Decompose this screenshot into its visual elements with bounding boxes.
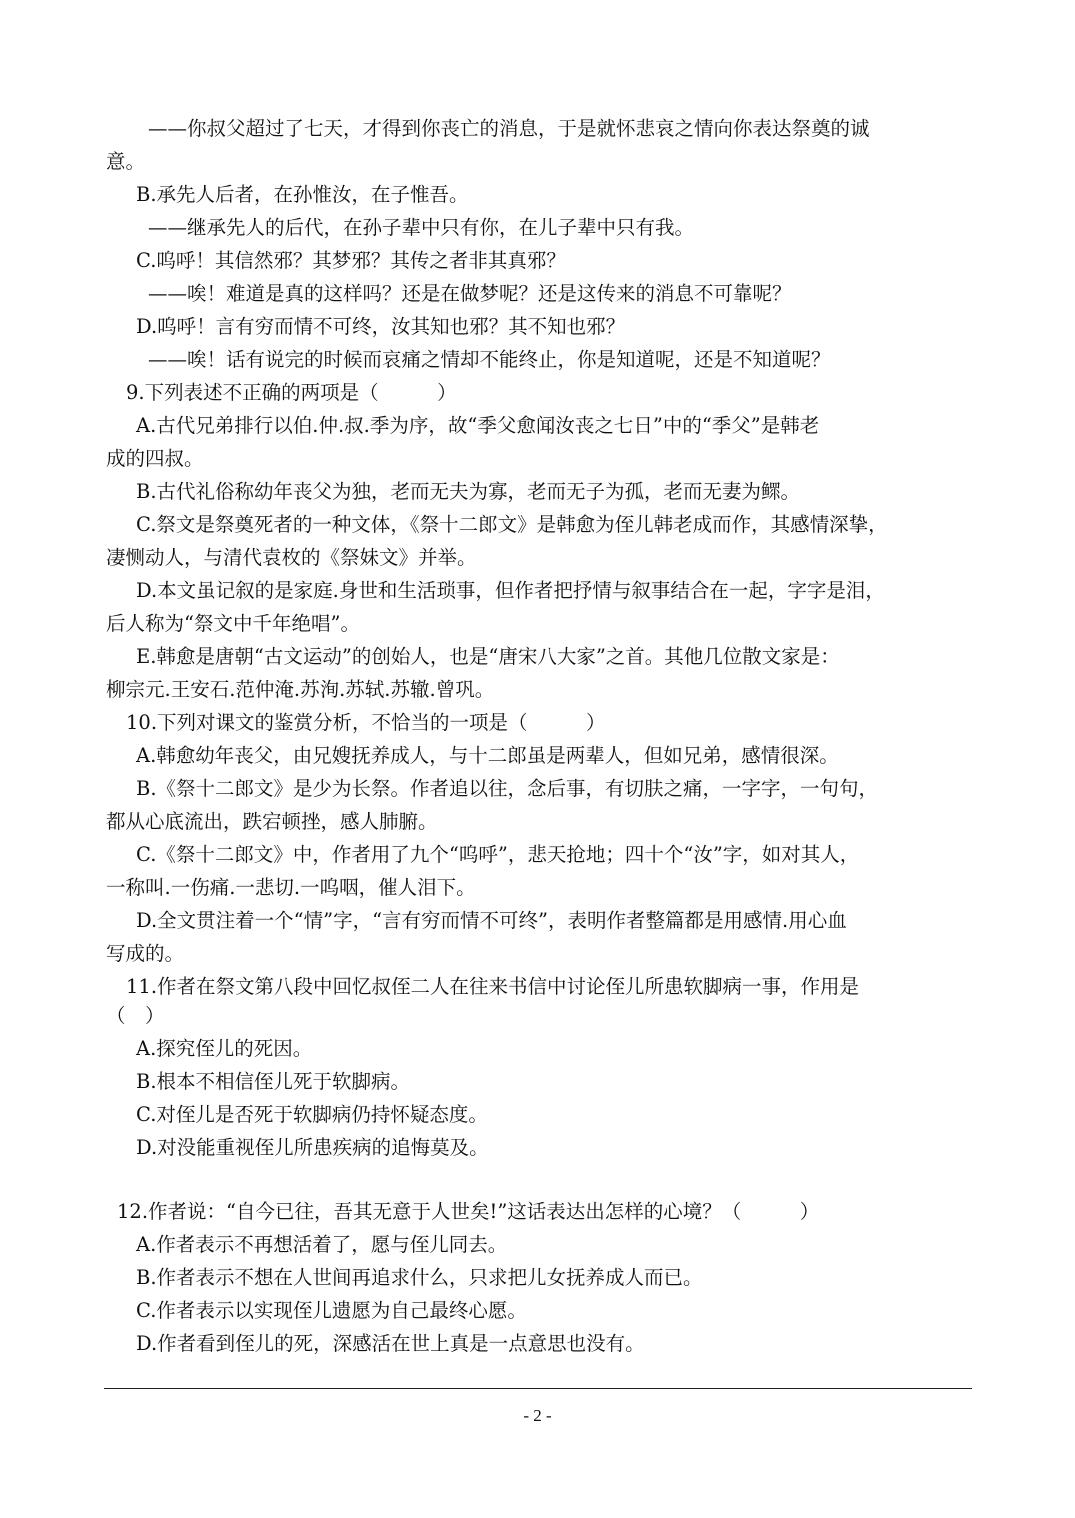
text-line: D.作者看到侄儿的死，深感活在世上真是一点意思也没有。 bbox=[136, 1332, 645, 1355]
text-line: 一称叫.一伤痛.一悲切.一呜咽，催人泪下。 bbox=[106, 876, 476, 899]
text-line: B.根本不相信侄儿死于软脚病。 bbox=[136, 1070, 411, 1093]
text-line: 柳宗元.王安石.范仲淹.苏洵.苏轼.苏辙.曾巩。 bbox=[106, 678, 495, 701]
question-9: 9.下列表述不正确的两项是（ ） bbox=[126, 381, 457, 404]
text-line: 后人称为“祭文中千年绝唱”。 bbox=[106, 612, 360, 635]
text-line: C.祭文是祭奠死者的一种文体，《祭十二郎文》是韩愈为侄儿韩老成而作，其感情深挚， bbox=[136, 513, 888, 536]
text-line: A.作者表示不再想活着了，愿与侄儿同去。 bbox=[136, 1233, 508, 1256]
text-line: 凄恻动人，与清代袁枚的《祭妹文》并举。 bbox=[106, 546, 477, 569]
text-line: D.对没能重视侄儿所患疾病的追悔莫及。 bbox=[136, 1136, 489, 1159]
text-line: C.对侄儿是否死于软脚病仍持怀疑态度。 bbox=[136, 1103, 488, 1126]
question-12: 12.作者说：“自今已往，吾其无意于人世矣!”这话表达出怎样的心境？（ ） bbox=[117, 1200, 820, 1223]
text-line: D.本文虽记叙的是家庭.身世和生活琐事，但作者把抒情与叙事结合在一起，字字是泪， bbox=[136, 579, 885, 602]
text-line: D.呜呼！言有穷而情不可终，汝其知也邪？其不知也邪？ bbox=[136, 315, 626, 338]
text-line: B.《祭十二郎文》是少为长祭。作者追以往，念后事，有切肤之痛，一字字，一句句， bbox=[136, 777, 879, 800]
text-line: D.全文贯注着一个“情”字，“言有穷而情不可终”，表明作者整篇都是用感情.用心血 bbox=[136, 909, 847, 932]
text-line: 写成的。 bbox=[106, 942, 185, 965]
text-line: （ ） bbox=[106, 1004, 165, 1027]
footer-divider bbox=[104, 1388, 972, 1389]
text-line: ——唉！话有说完的时候而哀痛之情却不能终止，你是知道呢，还是不知道呢？ bbox=[148, 348, 831, 371]
text-line: B.承先人后者，在孙惟汝，在子惟吾。 bbox=[136, 183, 469, 206]
text-line: 成的四叔。 bbox=[106, 447, 204, 470]
question-10: 10.下列对课文的鉴赏分析，不恰当的一项是（ ） bbox=[126, 711, 606, 734]
text-line: A.韩愈幼年丧父，由兄嫂抚养成人，与十二郎虽是两辈人，但如兄弟，感情很深。 bbox=[136, 744, 839, 767]
text-line: ——继承先人的后代，在孙子辈中只有你，在儿子辈中只有我。 bbox=[148, 216, 695, 239]
text-line: B.作者表示不想在人世间再追求什么，只求把儿女抚养成人而已。 bbox=[136, 1266, 703, 1289]
text-line: B.古代礼俗称幼年丧父为独，老而无夫为寡，老而无子为孤，老而无妻为鳏。 bbox=[136, 480, 801, 503]
text-line: C.作者表示以实现侄儿遗愿为自己最终心愿。 bbox=[136, 1299, 527, 1322]
text-line: ——唉！难道是真的这样吗？还是在做梦呢？还是这传来的消息不可靠呢？ bbox=[148, 282, 792, 305]
question-11: 11.作者在祭文第八段中回忆叔侄二人在往来书信中讨论侄儿所患软脚病一事，作用是 bbox=[126, 975, 860, 998]
page-number: - 2 - bbox=[523, 1406, 552, 1425]
text-line: 意。 bbox=[106, 150, 146, 173]
text-line: A.古代兄弟排行以伯.仲.叔.季为序，故“季父愈闻汝丧之七日”中的“季父”是韩老 bbox=[136, 414, 820, 437]
text-line: A.探究侄儿的死因。 bbox=[136, 1037, 313, 1060]
text-line: C.呜呼！其信然邪？其梦邪？其传之者非其真邪？ bbox=[136, 249, 566, 272]
text-line: ——你叔父超过了七天，才得到你丧亡的消息，于是就怀悲哀之情向你表达祭奠的诚 bbox=[148, 117, 870, 140]
text-line: 都从心底流出，跌宕顿挫，感人肺腑。 bbox=[106, 810, 438, 833]
text-line: E.韩愈是唐朝“古文运动”的创始人，也是“唐宋八大家”之首。其他几位散文家是： bbox=[136, 645, 840, 668]
text-line: C.《祭十二郎文》中，作者用了九个“呜呼”，悲天抢地；四十个“汝”字，如对其人， bbox=[136, 843, 860, 866]
